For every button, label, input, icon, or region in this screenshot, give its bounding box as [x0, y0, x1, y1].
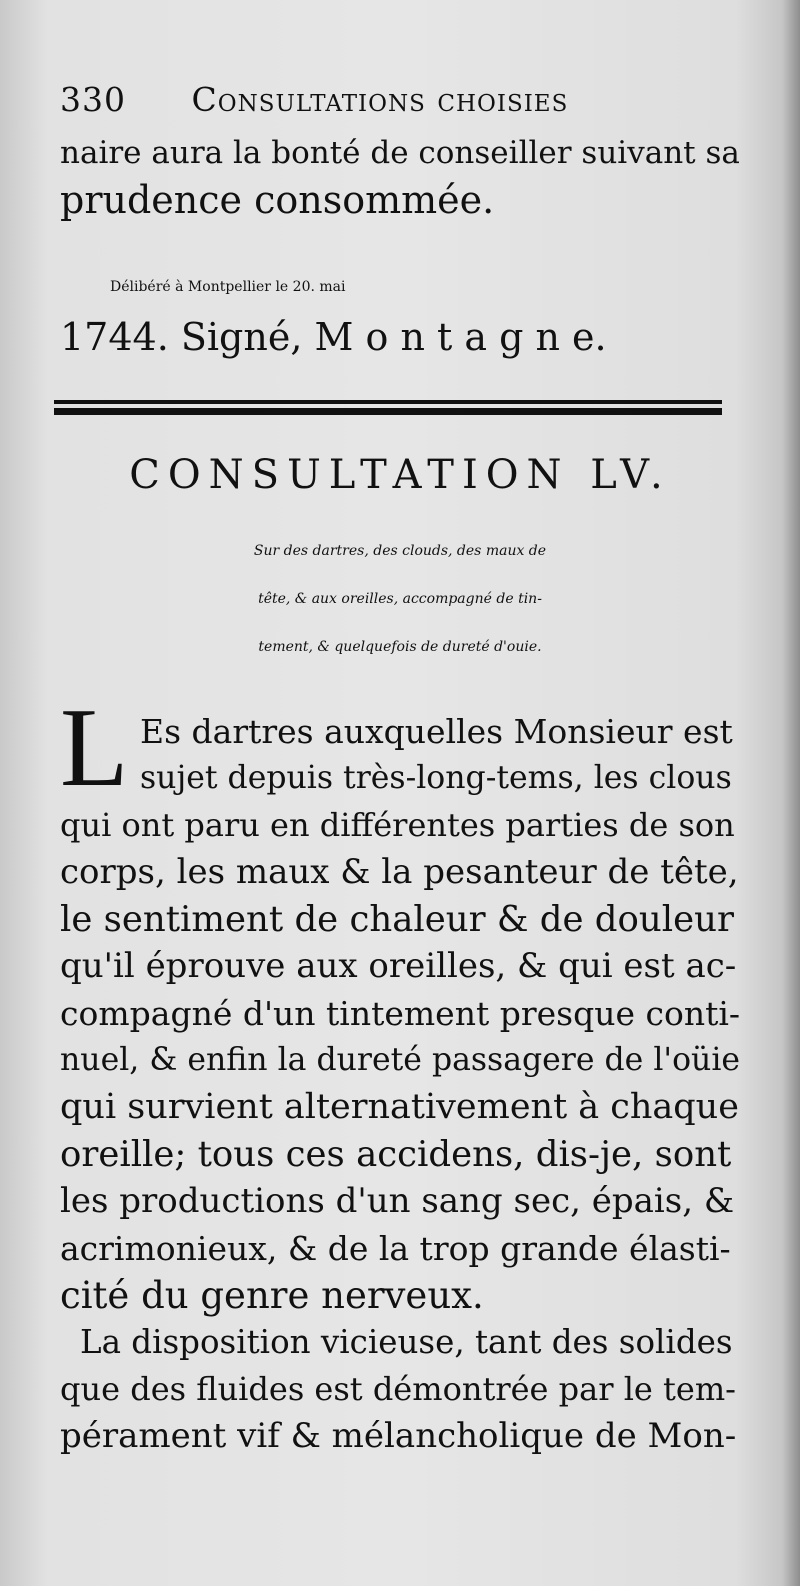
consultation-title: CONSULTATION LV.: [129, 452, 671, 498]
section-separator: [54, 400, 722, 416]
signature-line: Délibéré à Montpellier le 20. mai: [110, 279, 346, 295]
text-line: compagné d'un tintement presque conti-: [60, 994, 741, 1033]
text-line: corps, les maux & la pesanteur de tête,: [60, 852, 739, 892]
page-number: 330: [60, 80, 126, 119]
signature-line: 1744. Signé, M o n t a g n e.: [60, 315, 607, 359]
text-line: acrimonieux, & de la trop grande élasti-: [60, 1229, 731, 1268]
text-line: le sentiment de chaleur & de douleur: [60, 899, 734, 940]
text-line: pérament vif & mélancholique de Mon-: [60, 1416, 737, 1456]
text-line: sujet depuis très-long-tems, les clous: [140, 760, 732, 796]
paragraph-2: [60, 1319, 740, 1460]
text-line: les productions d'un sang sec, épais, &: [60, 1181, 735, 1221]
text-line: qu'il éprouve aux oreilles, & qui est ac-: [60, 946, 737, 986]
text-line: qui survient alternativement à chaque: [60, 1087, 739, 1127]
running-title: Consultations choisies: [191, 80, 569, 119]
text-line: prudence consommée.: [60, 178, 495, 222]
text-line: naire aura la bonté de conseiller suivant sa: [60, 135, 740, 171]
subtitle-line: tement, & quelquefois de dureté d'ouie.: [258, 639, 542, 655]
text-line: La disposition vicieuse, tant des solides: [80, 1323, 733, 1361]
text-line: cité du genre nerveux.: [60, 1274, 484, 1317]
text-line: Es dartres auxquelles Monsieur est: [140, 712, 733, 751]
running-header: [60, 80, 740, 119]
drop-cap: L: [60, 686, 129, 810]
text-line: qui ont paru en différentes parties de son: [60, 806, 735, 844]
page-gutter-shadow: [782, 0, 800, 1586]
text-line: nuel, & enfin la dureté passagere de l'oüie: [60, 1042, 741, 1078]
text-line: que des fluides est démontrée par le tem-: [60, 1370, 736, 1408]
subtitle-line: Sur des dartres, des clouds, des maux de: [253, 543, 547, 559]
paragraph-1: [60, 708, 740, 1319]
text-line: oreille; tous ces accidens, dis-je, sont: [60, 1134, 732, 1175]
subtitle-line: tête, & aux oreilles, accompagné de tin-: [258, 591, 542, 607]
